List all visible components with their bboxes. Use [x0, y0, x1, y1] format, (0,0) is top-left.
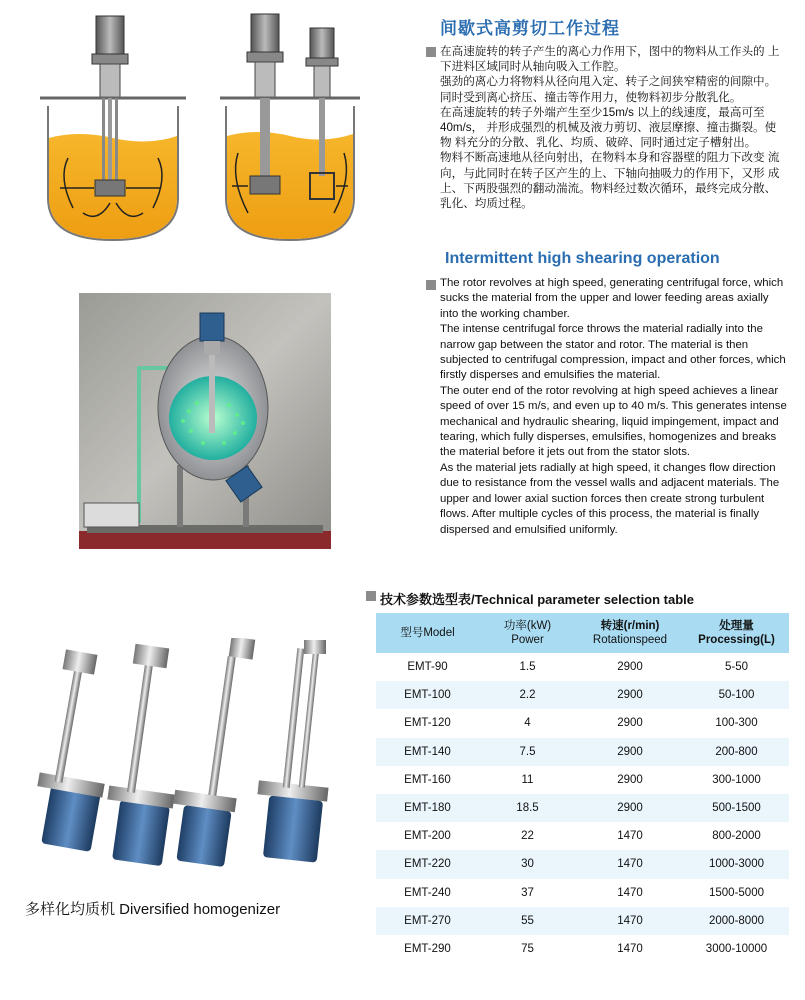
en-section-body: [440, 276, 790, 538]
cell-processing: 500-1500: [684, 794, 789, 822]
cn-paragraph-2: 强劲的离心力将物料从径向甩入定、转子之间狭窄精密的间隙中。 同时受到离心挤压、撞击等作用力，使物料初步分散乳化。: [440, 75, 777, 104]
cell-power: 2.2: [479, 681, 576, 709]
homogenizer-unit-1: [37, 649, 104, 852]
cell-speed: 2900: [617, 717, 643, 730]
table-row: [376, 653, 789, 681]
header-power: 功率(kW) Power: [479, 613, 576, 653]
cn-section-body: [440, 44, 785, 211]
table-row: [376, 850, 789, 878]
header-processing: 处理量 Processing(L): [684, 613, 789, 653]
cell-speed: 2900: [617, 661, 643, 674]
cell-model: EMT-90: [407, 661, 448, 674]
cell-power: 75: [521, 942, 534, 955]
cell-processing: 2000-8000: [684, 907, 789, 935]
cell-model: EMT-120: [404, 717, 451, 730]
homogenizer-unit-2: [107, 644, 174, 866]
cell-model: EMT-220: [376, 850, 479, 878]
homogenizer-tank-photo: [79, 293, 331, 549]
parameter-table: [376, 613, 789, 963]
cn-section-title: 间歇式高剪切工作过程: [440, 19, 620, 38]
table-row: [376, 935, 789, 963]
table-row: [376, 738, 789, 766]
cell-model: EMT-100: [376, 681, 479, 709]
cell-power: 18.5: [479, 794, 576, 822]
en-paragraph-1: The rotor revolves at high speed, generating centrifugal force, which sucks the material from the upper and lower feeding areas axially into the working chamber.: [440, 277, 784, 320]
table-row: [376, 822, 789, 850]
cell-speed: 1470: [617, 942, 643, 955]
en-section-title: Intermittent high shearing operation: [445, 250, 720, 267]
cell-power: 7.5: [479, 738, 576, 766]
cell-power: 11: [521, 773, 534, 786]
cn-paragraph-4: 物料不断高速地从径向射出，在物料本身和容器壁的阻力下改变 流向，与此同时在转子区产生的上、下轴向抽吸力的作用下，又形 成上、下两股强烈的翻动湍流。物料经过数次循环，最终完成分散、 乳化、均质过程。: [440, 151, 780, 211]
cell-model: EMT-290: [404, 942, 451, 955]
homogenizer-models-photo: [8, 638, 358, 883]
cell-speed: 2900: [576, 794, 684, 822]
cell-power: 4: [524, 717, 531, 730]
table-row: [376, 766, 789, 794]
cell-processing: 3000-10000: [705, 942, 768, 955]
cell-model: EMT-160: [404, 773, 451, 786]
cell-model: EMT-180: [376, 794, 479, 822]
table-bullet-square: [366, 591, 376, 601]
cell-processing: 300-1000: [712, 773, 761, 786]
cell-processing: 1000-3000: [684, 850, 789, 878]
cell-processing: 100-300: [715, 717, 758, 730]
en-paragraph-2: The intense centrifugal force throws the material radially into the narrow gap between the stator and rotor. The material is then subjected to centrifugal compression, impact and other forces, which firstly disperses and emulsifies the material.: [440, 323, 786, 382]
cell-model: EMT-140: [376, 738, 479, 766]
homogenizer-unit-3: [173, 638, 255, 867]
table-row: [376, 709, 789, 737]
cell-speed: 1470: [617, 830, 643, 843]
en-paragraph-4: As the material jets radially at high speed, it changes flow direction due to resistance from the vessel walls and adjacent materials. The upper and lower axial suction forces then create strong turbulent flows. After multiple cycles of this process, the material is finally dispersed and emulsified uniformly.: [440, 461, 780, 536]
cell-processing: 800-2000: [712, 830, 761, 843]
table-title: 技术参数选型表/Technical parameter selection table: [380, 592, 695, 607]
cell-model: EMT-270: [376, 907, 479, 935]
cell-power: 22: [521, 830, 534, 843]
cn-paragraph-3: 在高速旋转的转子外端产生至少15m/s 以上的线速度，最高可至 40m/s， 并形成强烈的机械及液力剪切、液层摩擦、撞击撕裂。使物 料充分的分散、乳化、均质、破碎、同时通过定子槽射出。: [440, 105, 777, 150]
table-row: [376, 681, 789, 709]
header-speed: 转速(r/min) Rotationspeed: [576, 613, 684, 653]
cell-model: EMT-240: [404, 886, 451, 899]
cell-speed: 2900: [576, 681, 684, 709]
cell-speed: 1470: [576, 907, 684, 935]
cell-processing: 5-50: [724, 661, 749, 674]
cell-processing: 200-800: [684, 738, 789, 766]
table-row: [376, 907, 789, 935]
cell-model: EMT-200: [404, 830, 451, 843]
cell-power: 30: [479, 850, 576, 878]
cell-power: 1.5: [519, 661, 536, 674]
cell-processing: 1500-5000: [709, 886, 764, 899]
cell-power: 55: [479, 907, 576, 935]
cell-speed: 2900: [617, 773, 643, 786]
cell-power: 37: [521, 886, 534, 899]
cell-processing: 50-100: [684, 681, 789, 709]
table-row: [376, 879, 789, 907]
cn-paragraph-1: 在高速旋转的转子产生的离心力作用下，图中的物料从工作头的 上下进料区域同时从轴向吸入工作腔。: [440, 45, 780, 74]
tank-flow-diagram: [38, 8, 398, 253]
cell-speed: 1470: [617, 886, 643, 899]
cell-speed: 1470: [576, 850, 684, 878]
tank-1: [40, 16, 186, 240]
cn-bullet-square: [426, 47, 436, 57]
homogenizer-unit-4: [257, 640, 328, 863]
en-bullet-square: [426, 280, 436, 290]
homogenizer-caption: 多样化均质机 Diversified homogenizer: [25, 901, 281, 918]
header-model: 型号Model: [376, 613, 479, 653]
table-header-row: [376, 613, 789, 653]
en-paragraph-3: The outer end of the rotor revolving at high speed achieves a linear speed of over 15 m/s, and even up to 40 m/s. This generates intense mechanical and hydraulic shearing, liquid impingement, impact and tearing, which fully disperses, emulsifies, homogenizes and breaks the material before it jets out from the stator slots.: [440, 384, 787, 459]
table-row: [376, 794, 789, 822]
tank-2: [220, 14, 360, 240]
cell-speed: 2900: [576, 738, 684, 766]
